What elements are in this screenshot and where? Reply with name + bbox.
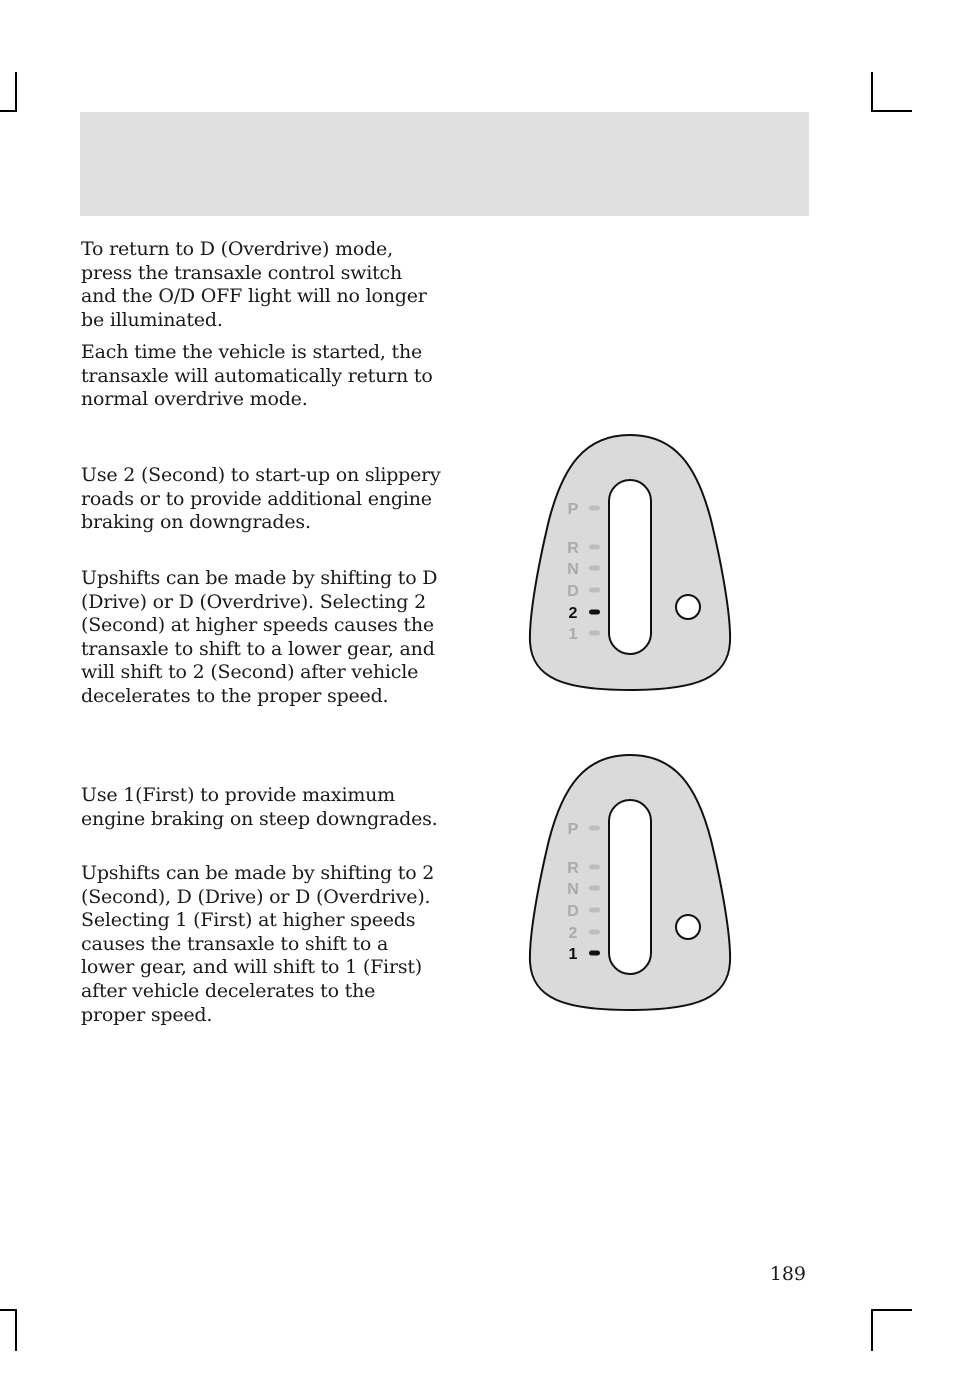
shift-gate-slot bbox=[609, 480, 651, 654]
gear-label-p: P bbox=[567, 821, 579, 838]
gear-label-2: 2 bbox=[568, 605, 578, 622]
gear-label-1: 1 bbox=[568, 626, 578, 643]
gear-label-r: R bbox=[567, 860, 579, 877]
gear-selector-first bbox=[525, 752, 735, 1014]
gear-dash-d bbox=[589, 588, 600, 593]
crop-mark-top-right-v bbox=[871, 72, 873, 112]
gear-label-2: 2 bbox=[568, 925, 578, 942]
gear-dash-2 bbox=[589, 610, 600, 615]
crop-mark-top-right-h bbox=[871, 110, 912, 112]
gear-selector-plate-icon bbox=[525, 752, 735, 1014]
crop-mark-bottom-right-v bbox=[871, 1309, 873, 1351]
gear-dash-r bbox=[589, 865, 600, 870]
gear-selector-plate-icon bbox=[525, 432, 735, 694]
gear-dash-p bbox=[589, 506, 600, 511]
paragraph-first-use: Use 1(First) to provide maximum engine braking on steep downgrades. bbox=[81, 784, 438, 830]
gear-label-d: D bbox=[567, 583, 579, 600]
crop-mark-bottom-left-v bbox=[15, 1309, 17, 1351]
gear-dash-p bbox=[589, 826, 600, 831]
paragraph-second-use: Use 2 (Second) to start-up on slippery roads or to provide additional engine braking on downgrades. bbox=[81, 464, 441, 534]
lock-button-icon bbox=[676, 595, 700, 619]
gear-label-n: N bbox=[567, 561, 579, 578]
paragraph-vehicle-started: Each time the vehicle is started, the transaxle will automatically return to normal overdrive mode. bbox=[81, 341, 433, 411]
gear-label-r: R bbox=[567, 540, 579, 557]
paragraph-second-upshifts: Upshifts can be made by shifting to D (Drive) or D (Overdrive). Selecting 2 (Second) at higher speeds causes the transaxle to shift to a lower gear, and will shift to 2 (Second) after vehicle decelerates to the proper speed. bbox=[81, 567, 438, 707]
gear-label-p: P bbox=[567, 501, 579, 518]
gear-dash-d bbox=[589, 908, 600, 913]
header-band bbox=[80, 112, 809, 216]
crop-mark-top-left-v bbox=[15, 72, 17, 112]
gear-dash-n bbox=[589, 886, 600, 891]
gear-dash-1 bbox=[589, 631, 600, 636]
gear-dash-1 bbox=[589, 951, 600, 956]
gear-label-1: 1 bbox=[568, 946, 578, 963]
crop-mark-top-left-h bbox=[0, 110, 17, 112]
gear-label-n: N bbox=[567, 881, 579, 898]
gear-selector-second bbox=[525, 432, 735, 694]
gear-dash-r bbox=[589, 545, 600, 550]
crop-mark-bottom-right-h bbox=[871, 1309, 912, 1311]
paragraph-first-upshifts: Upshifts can be made by shifting to 2 (Second), D (Drive) or D (Overdrive). Selecting 1 (First) at higher speeds causes the transaxle to shift to a lower gear, and will shift to 1 (First) after vehicle decelerates to the proper speed. bbox=[81, 862, 435, 1026]
lock-button-icon bbox=[676, 915, 700, 939]
shift-gate-slot bbox=[609, 800, 651, 974]
gear-label-d: D bbox=[567, 903, 579, 920]
gear-dash-2 bbox=[589, 930, 600, 935]
paragraph-return-overdrive: To return to D (Overdrive) mode, press the transaxle control switch and the O/D OFF light will no longer be illuminated. bbox=[81, 238, 427, 331]
page-number: 189 bbox=[769, 1263, 806, 1285]
gear-dash-n bbox=[589, 566, 600, 571]
